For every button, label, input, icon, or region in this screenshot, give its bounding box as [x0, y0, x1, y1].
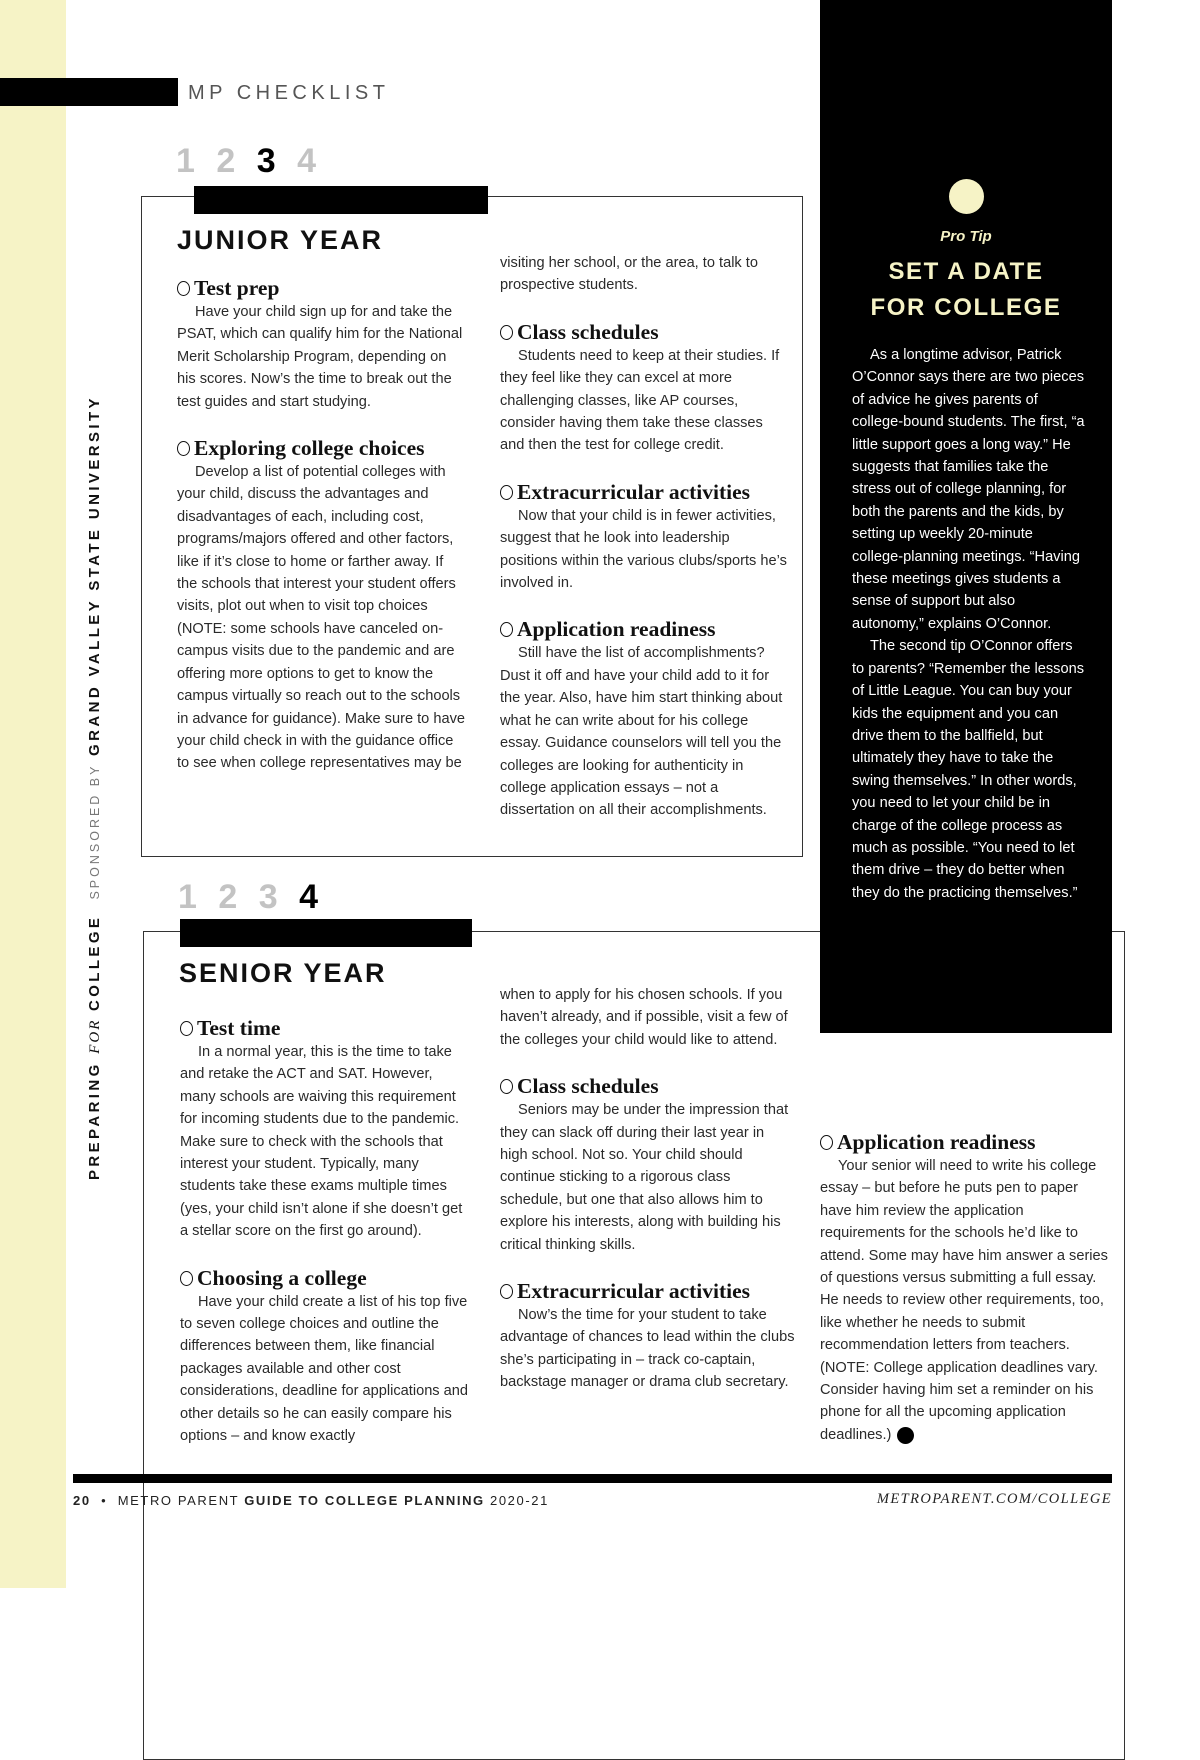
junior-exploring-body: Develop a list of potential colleges with your child, discuss the advantages and disadvantages of each, including cost, programs/majors offered and other factors, like if it’s close to home or farther away. If the schools that interest your student offers visits, plot out when to visit top choices (NOTE: some schools have canceled on-campus visits due to the pandemic and are offering more options to get to know the campus virtually so reach out to the schools in advance for guidance). Make sure to have your child check in with the guidance office to see when college representatives may be: [177, 464, 465, 772]
checkbox-circle-icon[interactable]: [500, 325, 513, 340]
year-number-4: 4: [297, 142, 323, 180]
checkbox-circle-icon[interactable]: [500, 485, 513, 500]
header-black-bar: [0, 78, 178, 106]
junior-year-black-bar: [194, 186, 488, 214]
pro-tip-title-line1: SET A DATE: [888, 258, 1044, 285]
junior-column-2: [500, 252, 790, 822]
senior-class-schedules-body: Seniors may be under the impression that they can slack off during their last year in high school. Not so. Your child should continue sticking to a rigorous class schedule, but one that also allows him to explore his interests, along with building his critical thinking skills.: [500, 1102, 789, 1253]
senior-test-time-body: In a normal year, this is the time to take and retake the ACT and SAT. However, many schools are waiving this requirement for incoming students due to the pandemic. Make sure to check with the schools that interest your student. Typically, many students take these exams multiple times (yes, your child isn’t alone if she doesn’t get a stellar score on the first go around).: [180, 1044, 463, 1240]
senior-extracurricular-title: Extracurricular activities: [500, 1278, 795, 1304]
checkbox-circle-icon[interactable]: [820, 1135, 833, 1150]
footer-rule: [73, 1474, 1112, 1483]
junior-year-numbers: [176, 142, 322, 181]
junior-application-body: Still have the list of accomplishments? Dust it off and have your child add to it for the year. Also, have him start thinking about what he can write about for his college essay. Guidance counselors will tell you the colleges are looking for authenticity in college application essays – not a dissertation on all their accomplishments.: [500, 645, 783, 819]
year-number-4-current: 4: [299, 878, 325, 916]
year-number-1: 1: [176, 142, 201, 180]
junior-year-heading: JUNIOR YEAR: [177, 225, 384, 255]
footer-url[interactable]: METROPARENT.COM/COLLEGE: [876, 1491, 1112, 1507]
section-label: MP CHECKLIST: [188, 82, 390, 104]
pro-tip-paragraph-2: The second tip O’Connor offers to parents? “Remember the lessons of Little League. You can buy your kids the equipment and you can drive them to the ballfield, but ultimately they have to take the swing themselves.” In other words, you need to let your child be in charge of the college process as much as possible. “You need to let them drive – they do better when they do the practicing themselves.”: [852, 638, 1084, 901]
junior-exploring-title: Exploring college choices: [177, 435, 467, 461]
end-mark-icon: C: [897, 1427, 914, 1444]
footer-publication: METRO PARENT: [117, 1493, 239, 1508]
senior-year-numbers: [178, 878, 324, 917]
junior-application-title: Application readiness: [500, 616, 790, 642]
pro-tip-panel-overlap: [820, 931, 1112, 1033]
senior-test-time-title: Test time: [180, 1015, 472, 1041]
side-accent-strip: [0, 0, 66, 1588]
year-number-3: 3: [258, 878, 284, 916]
senior-choosing-continued: when to apply for his chosen schools. If you haven’t already, and if possible, visit a few of the colleges your child would like to attend.: [500, 987, 788, 1048]
senior-year-black-bar: [180, 919, 472, 947]
checkbox-circle-icon[interactable]: [180, 1021, 193, 1036]
spine-sponsor: GRAND VALLEY STATE UNIVERSITY: [86, 395, 103, 756]
checkbox-circle-icon[interactable]: [500, 1284, 513, 1299]
junior-test-prep-body: Have your child sign up for and take the PSAT, which can qualify him for the National Merit Scholarship Program, depending on his scores. Now’s the time to break out the test guides and start studying.: [177, 304, 463, 410]
year-number-2: 2: [218, 878, 244, 916]
junior-class-schedules-title: Class schedules: [500, 319, 790, 345]
footer-bullet: •: [101, 1493, 108, 1508]
junior-test-prep-title: Test prep: [177, 275, 467, 301]
pro-tip-label: Pro Tip: [940, 228, 992, 245]
senior-column-3: [820, 1129, 1112, 1446]
year-number-1: 1: [178, 878, 203, 916]
spine-college: COLLEGE: [86, 914, 103, 1011]
junior-extracurricular-title: Extracurricular activities: [500, 479, 790, 505]
senior-year-heading: SENIOR YEAR: [179, 958, 387, 988]
pro-tip-dot: [949, 179, 984, 214]
senior-column-2: [500, 984, 795, 1394]
page-number: 20: [73, 1493, 91, 1508]
senior-choosing-title: Choosing a college: [180, 1265, 472, 1291]
pro-tip-paragraph-1: As a longtime advisor, Patrick O’Connor says there are two pieces of advice he gives parents of college-bound students. The first, “a little support goes a long way.” He suggests that families take the stress out of college planning, for both the parents and the kids, by setting up weekly 20-minute college-planning meetings. “Having these meetings gives students a sense of support but also autonomy,” explains O’Connor.: [852, 347, 1085, 632]
checkbox-circle-icon[interactable]: [177, 281, 190, 296]
year-number-3-current: 3: [256, 142, 282, 180]
checkbox-circle-icon[interactable]: [500, 1079, 513, 1094]
checkbox-circle-icon[interactable]: [500, 622, 513, 637]
year-number-2: 2: [216, 142, 242, 180]
junior-column-1: [177, 275, 467, 775]
pro-tip-title: [820, 254, 1112, 326]
checkbox-circle-icon[interactable]: [177, 441, 190, 456]
senior-choosing-body: Have your child create a list of his top five to seven college choices and outline the differences between them, like financial packages available and other cost considerations, deadline for applications and other details so he can easily compare his options – and know exactly: [180, 1293, 469, 1445]
senior-application-title: Application readiness: [820, 1129, 1112, 1155]
spine-sponsored-by: SPONSORED BY: [88, 763, 102, 900]
senior-application-body: Your senior will need to write his college essay – but before he puts pen to paper have him review the application requirements for the schools he’d like to attend. Some may have him answer a series of questions versus submitting a full essay. He needs to review other requirements, too, like whether he needs to submit recommendation letters from teachers. (NOTE: College application deadlines vary. Consider having him set a reminder on his phone for all the upcoming application deadlines.) C: [820, 1158, 1108, 1443]
footer-year: 2020-21: [490, 1493, 549, 1508]
senior-class-schedules-title: Class schedules: [500, 1073, 795, 1099]
pro-tip-title-line2: FOR COLLEGE: [870, 294, 1062, 321]
spine-for: FOR: [87, 1018, 103, 1054]
pro-tip-text: [852, 344, 1088, 904]
junior-extracurricular-body: Now that your child is in fewer activities, suggest that he look into leadership positions within the various clubs/sports he’s involved in.: [500, 507, 787, 592]
spine-title: [86, 395, 104, 1180]
footer-left: [73, 1493, 549, 1508]
footer-guide: GUIDE TO COLLEGE PLANNING: [244, 1493, 485, 1508]
checkbox-circle-icon[interactable]: [180, 1271, 193, 1286]
senior-column-1: [180, 1015, 472, 1448]
junior-exploring-continued: visiting her school, or the area, to talk to prospective students.: [500, 255, 758, 294]
senior-extracurricular-body: Now’s the time for your student to take advantage of chances to lead within the clubs she’s participating in – track co-captain, backstage manager or drama club secretary.: [500, 1307, 795, 1391]
spine-preparing: PREPARING: [86, 1061, 103, 1180]
junior-class-schedules-body: Students need to keep at their studies. If they feel like they can excel at more challenging classes, like AP courses, consider having them take these classes and then the test for college credit.: [500, 347, 780, 454]
